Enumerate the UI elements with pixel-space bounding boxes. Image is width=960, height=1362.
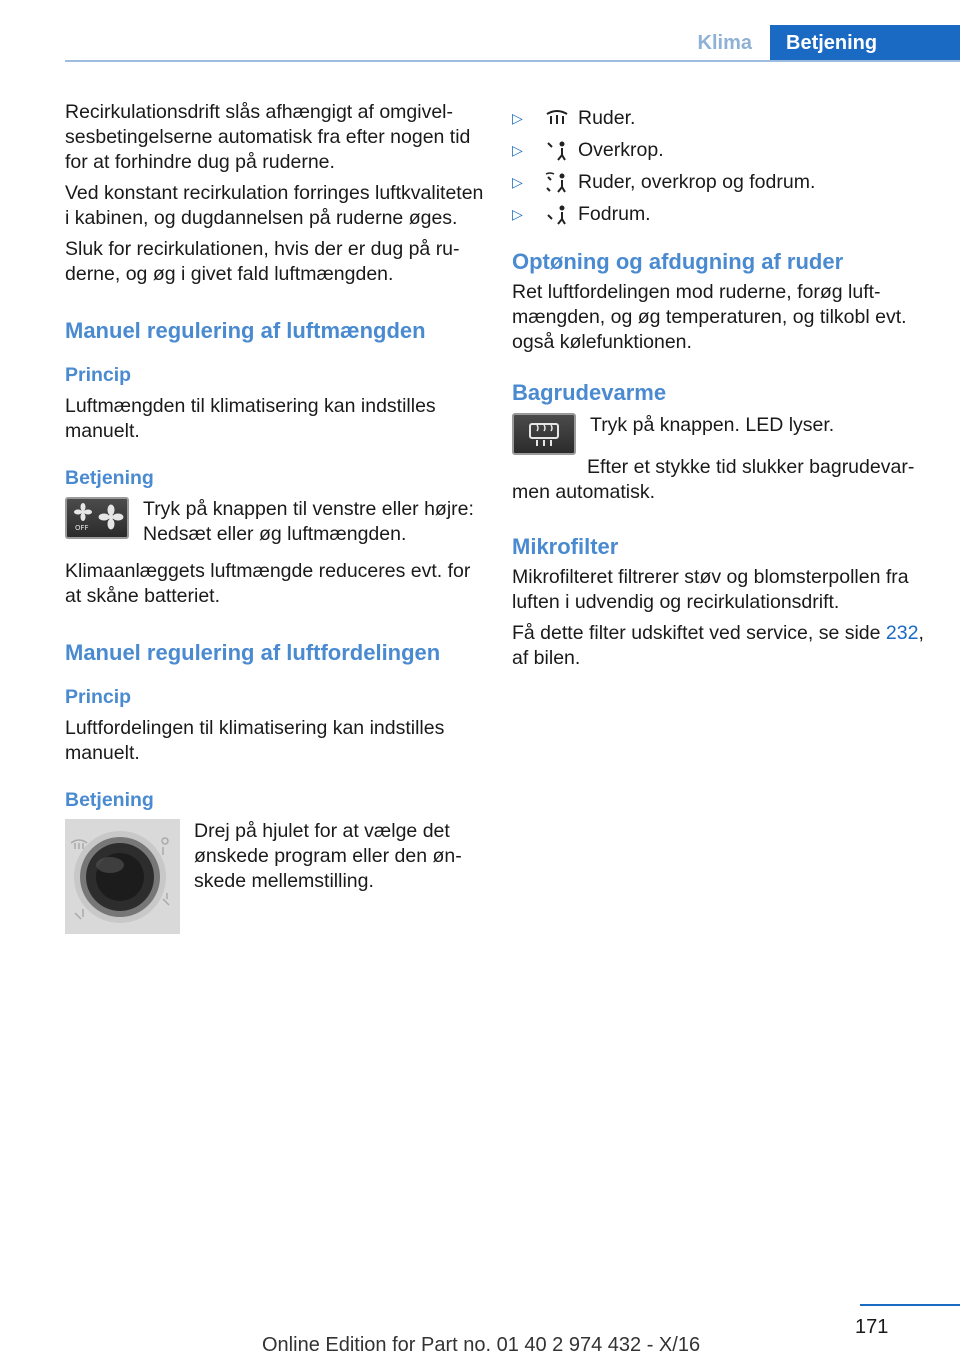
footer-divider (860, 1304, 960, 1306)
list-item-label: Fodrum. (578, 202, 651, 225)
tab-klima[interactable]: Klima (697, 32, 752, 54)
list-item-label: Overkrop. (578, 138, 664, 161)
windshield-body-feet-icon (542, 171, 572, 193)
heading-defrost: Optøning og afdugning af ruder (512, 249, 844, 274)
heading-princip-1: Princip (65, 364, 132, 386)
upper-body-icon (542, 139, 572, 161)
distribution-wheel-image (65, 819, 180, 934)
heading-betjening-1: Betjening (65, 467, 154, 489)
betjening-1-text: Tryk på knappen til venstre eller højre: Nedsæt eller øg luftmængden. (143, 498, 474, 545)
rear-window-text-block (590, 413, 834, 444)
triangle-bullet-icon: ▷ (512, 141, 523, 158)
defrost-text: Ret luftfordelingen mod ruderne, forøg luftmængden, og øg temperaturen, og tilkobl evt. også kølefunktionen. (512, 281, 907, 353)
air-volume-button-image (65, 497, 129, 539)
tab-betjening[interactable]: Betjening (770, 25, 960, 61)
microfilter-text-1: Mikrofilteret filtrerer støv og blomsterpollen fra luften i udvendig og recirkulationsdrift. (512, 566, 909, 613)
edition-footer: Online Edition for Part no. 01 40 2 974 432 - X/16 (262, 1334, 701, 1356)
rear-window-button-image (512, 413, 576, 455)
heading-microfilter: Mikrofilter (512, 534, 619, 559)
heading-princip-2: Princip (65, 686, 132, 708)
windshield-icon (542, 107, 572, 129)
triangle-bullet-icon: ▷ (512, 205, 523, 222)
fan-icon (67, 499, 127, 537)
microfilter-text-2 (512, 621, 932, 671)
page-link-232[interactable]: 232 (885, 622, 919, 644)
rear-window-text-1: Tryk på knappen. LED lyser. (590, 414, 835, 436)
off-label: OFF (75, 524, 89, 532)
microfilter-text-2a: Få dette filter udskiftet ved service, se side (512, 622, 886, 644)
heading-air-volume: Manuel regulering af luftmængden (65, 318, 426, 343)
triangle-bullet-icon: ▷ (512, 173, 523, 190)
header-divider (65, 60, 960, 62)
footwell-icon (542, 203, 572, 225)
rear-window-instruction (512, 413, 932, 455)
page-number: 171 (855, 1316, 889, 1338)
right-column (512, 102, 932, 677)
list-item-label: Ruder. (578, 106, 636, 129)
microfilter-text-2b: , af bilen. (512, 622, 924, 669)
heading-betjening-2: Betjening (65, 789, 154, 811)
air-volume-instruction (65, 497, 485, 547)
air-distribution-instruction (65, 819, 485, 934)
list-item (512, 102, 932, 134)
list-item (512, 198, 932, 230)
heading-air-distribution: Manuel regulering af luftfordelingen (65, 640, 441, 665)
princip-2-text: Luftfordelingen til klimatisering kan indstilles manuelt. (65, 717, 445, 764)
triangle-bullet-icon: ▷ (512, 109, 523, 126)
rear-window-heating-icon (524, 420, 564, 448)
rear-window-text-2: Efter et stykke tid slukker bagrudevarmen automatisk. (512, 456, 915, 503)
left-column (65, 100, 485, 942)
header-tabs (680, 25, 960, 61)
heading-rear-window-heating: Bagrudevarme (512, 380, 667, 405)
recirculation-paragraph-2: Ved konstant recirkulation forringes luftkvaliteten i kabinen, og dugdannelsen på ruderne øges. (65, 182, 484, 229)
recirculation-paragraph-1: Recirkulationsdrift slås afhængigt af omgivelsesbetingelserne automatisk fra efter nogen tid for at forhindre dug på ruderne. (65, 101, 471, 173)
list-item (512, 134, 932, 166)
battery-note: Klimaanlæggets luftmængde reduceres evt. for at skåne batteriet. (65, 560, 471, 607)
list-item-label: Ruder, overkrop og fodrum. (578, 170, 816, 193)
distribution-list (512, 102, 932, 230)
betjening-2-text: Drej på hjulet for at vælge det ønskede program eller den ønskede mellemstilling. (194, 820, 462, 892)
list-item (512, 166, 932, 198)
princip-1-text: Luftmængden til klimatisering kan indstilles manuelt. (65, 395, 436, 442)
recirculation-paragraph-3: Sluk for recirkulationen, hvis der er dug på ruderne, og øg i givet fald luftmængden. (65, 238, 460, 285)
